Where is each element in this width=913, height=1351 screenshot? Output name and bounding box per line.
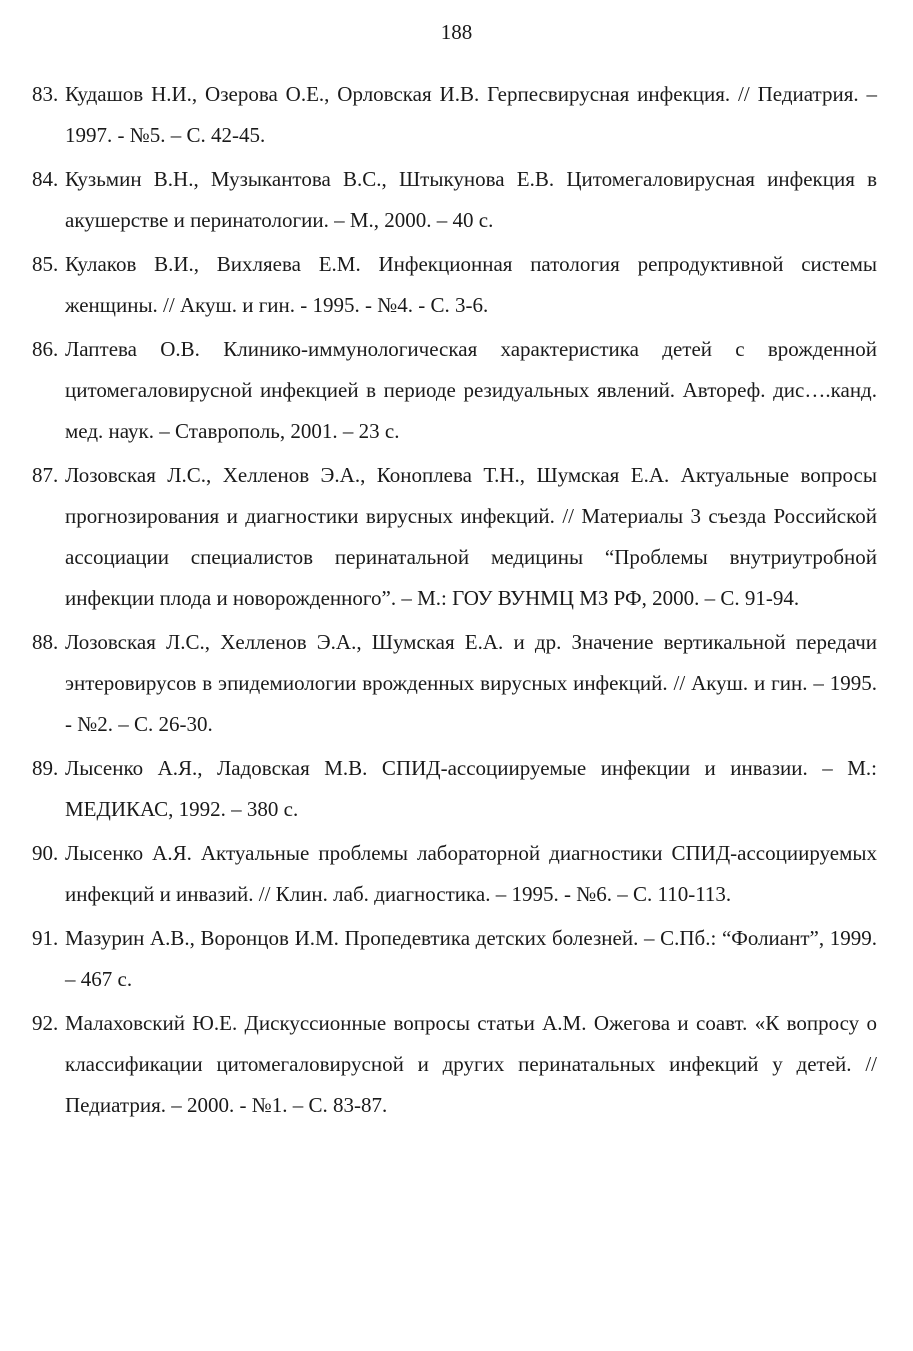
reference-list [0, 74, 913, 1129]
reference-item [0, 622, 913, 745]
reference-text: Мазурин А.В., Воронцов И.М. Пропедевтика детских болезней. – С.Пб.: “Фолиант”, 1999. – 467 с. [65, 926, 877, 991]
reference-text: Лозовская Л.С., Хелленов Э.А., Коноплева Т.Н., Шумская Е.А. Актуальные вопросы прогнозирования и диагностики вирусных инфекций. // Материалы 3 съезда Российской ассоциации специалистов перинатальной медицины “Проблемы внутриутробной инфекции плода и новорожденного”. – М.: ГОУ ВУНМЦ МЗ РФ, 2000. – С. 91-94. [65, 463, 877, 610]
reference-number: 87. [32, 463, 59, 487]
reference-item [0, 329, 913, 452]
reference-item [0, 918, 913, 1000]
reference-text: Лаптева О.В. Клинико-иммунологическая характеристика детей с врожденной цитомегаловирусной инфекцией в периоде резидуальных явлений. Автореф. дис….канд. мед. наук. – Ставрополь, 2001. – 23 с. [65, 337, 877, 443]
reference-item [0, 244, 913, 326]
reference-item [0, 74, 913, 156]
reference-text: Кудашов Н.И., Озерова О.Е., Орловская И.В. Герпесвирусная инфекция. // Педиатрия. – 1997. - №5. – С. 42-45. [65, 82, 877, 147]
reference-item [0, 833, 913, 915]
reference-text: Кулаков В.И., Вихляева Е.М. Инфекционная патология репродуктивной системы женщины. // Акуш. и гин. - 1995. - №4. - С. 3-6. [65, 252, 877, 317]
reference-text: Малаховский Ю.Е. Дискуссионные вопросы статьи А.М. Ожегова и соавт. «К вопросу о классификации цитомегаловирусной и других перинатальных инфекций у детей. // Педиатрия. – 2000. - №1. – С. 83-87. [65, 1011, 877, 1117]
reference-number: 90. [32, 841, 59, 865]
reference-text: Лысенко А.Я. Актуальные проблемы лабораторной диагностики СПИД-ассоциируемых инфекций и инвазий. // Клин. лаб. диагностика. – 1995. - №6. – С. 110-113. [65, 841, 877, 906]
reference-item [0, 455, 913, 619]
reference-number: 86. [32, 337, 59, 361]
reference-number: 85. [32, 252, 59, 276]
reference-item [0, 159, 913, 241]
reference-text: Лысенко А.Я., Ладовская М.В. СПИД-ассоциируемые инфекции и инвазии. – М.: МЕДИКАС, 1992. – 380 с. [65, 756, 877, 821]
reference-number: 83. [32, 82, 59, 106]
page-number: 188 [440, 20, 473, 44]
reference-item [0, 748, 913, 830]
reference-number: 88. [32, 630, 59, 654]
reference-text: Кузьмин В.Н., Музыкантова В.С., Штыкунова Е.В. Цитомегаловирусная инфекция в акушерстве и перинатологии. – М., 2000. – 40 с. [65, 167, 877, 232]
reference-number: 91. [32, 926, 59, 950]
reference-number: 84. [32, 167, 59, 191]
reference-number: 89. [32, 756, 59, 780]
reference-text: Лозовская Л.С., Хелленов Э.А., Шумская Е.А. и др. Значение вертикальной передачи энтеровирусов в эпидемиологии врожденных вирусных инфекций. // Акуш. и гин. – 1995. - №2. – С. 26-30. [65, 630, 877, 736]
reference-number: 92. [32, 1011, 59, 1035]
reference-item [0, 1003, 913, 1126]
